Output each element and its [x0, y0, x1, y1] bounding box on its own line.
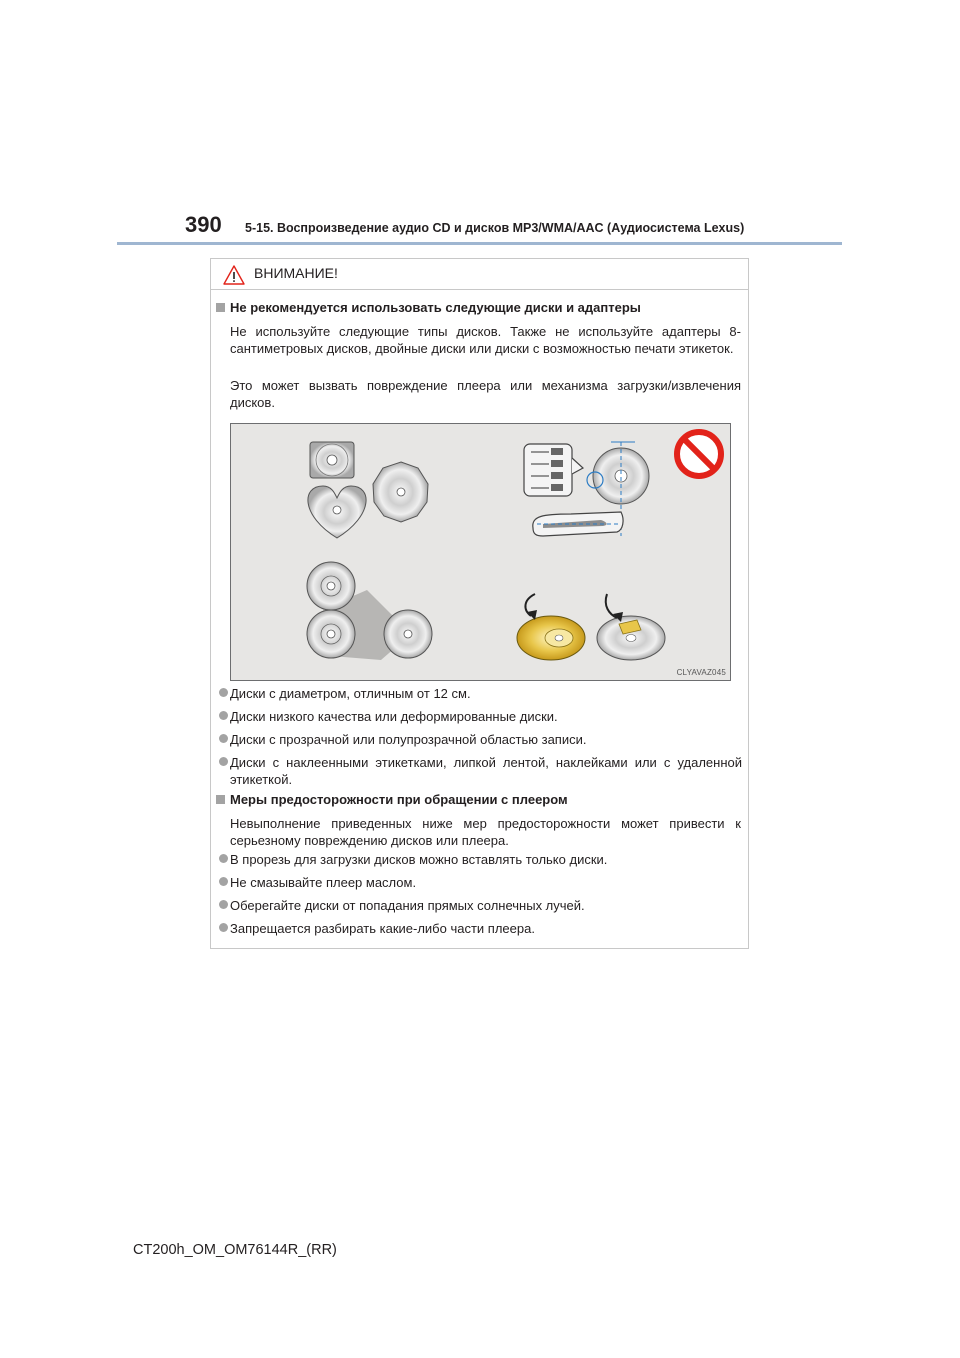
- discs-figure: [230, 423, 731, 681]
- bullet-dot-icon: [219, 854, 228, 863]
- list-item: Запрещается разбирать какие-либо части плеера.: [219, 920, 742, 937]
- warning-header: [211, 259, 748, 290]
- bullet-dot-icon: [219, 688, 228, 697]
- warning-title: ВНИМАНИЕ!: [254, 265, 338, 281]
- list-item: Не смазывайте плеер маслом.: [219, 874, 742, 891]
- footer-doc-code: CT200h_OM_OM76144R_(RR): [133, 1242, 337, 1258]
- section1-para2: Это может вызвать повреждение плеера или механизма загрузки/извлечения дисков.: [230, 378, 741, 410]
- list-item: Диски низкого качества или деформированные диски.: [219, 708, 742, 725]
- figure-code: CLYAVAZ045: [676, 668, 726, 677]
- bullet-dot-icon: [219, 711, 228, 720]
- section2-heading-text: Меры предосторожности при обращении с плеером: [230, 792, 568, 807]
- bullet-dot-icon: [219, 923, 228, 932]
- adapter-disc-icon: [307, 562, 432, 660]
- prohibition-icon: [677, 432, 721, 476]
- list-item: Диски с диаметром, отличным от 12 см.: [219, 685, 742, 702]
- bullet-dot-icon: [219, 734, 228, 743]
- header-rule: [117, 242, 842, 245]
- square-disc-icon: [310, 442, 354, 478]
- polygon-disc-icon: [373, 462, 428, 522]
- section2-para: Невыполнение приведенных ниже мер предосторожности может привести к серьезному повреждению дисков или плеера.: [230, 816, 741, 848]
- warning-triangle-icon: [223, 265, 245, 285]
- list-item: В прорезь для загрузки дисков можно вставлять только диски.: [219, 851, 742, 868]
- bullet-dot-icon: [219, 900, 228, 909]
- heart-disc-icon: [308, 486, 366, 538]
- section1-para1: Не используйте следующие типы дисков. Также не используйте адаптеры 8-сантиметровых дисков, двойные диски или диски с возможностью печати этикеток.: [230, 324, 741, 356]
- warning-box: [210, 258, 749, 949]
- section1-heading: [216, 300, 641, 315]
- bullet-dot-icon: [219, 757, 228, 766]
- square-bullet-icon: [216, 303, 225, 312]
- list-item: Оберегайте диски от попадания прямых солнечных лучей.: [219, 897, 742, 914]
- stickered-disc-icon: [597, 594, 665, 660]
- bullet-dot-icon: [219, 877, 228, 886]
- list-item: Диски с наклеенными этикетками, липкой лентой, наклейками или с удаленной этикеткой.: [219, 754, 742, 788]
- page-number: 390: [185, 212, 222, 237]
- list-item: Диски с прозрачной или полупрозрачной областью записи.: [219, 731, 742, 748]
- section-title: 5-15. Воспроизведение аудио CD и дисков MP3/WMA/AAC (Аудиосистема Lexus): [245, 221, 745, 235]
- section1-heading-text: Не рекомендуется использовать следующие диски и адаптеры: [230, 300, 641, 315]
- discs-illustration: [231, 424, 730, 680]
- square-bullet-icon: [216, 795, 225, 804]
- labeled-disc-icon: [517, 594, 585, 660]
- disc-edge-detail-icon: [524, 442, 649, 536]
- section2-heading: [216, 792, 568, 807]
